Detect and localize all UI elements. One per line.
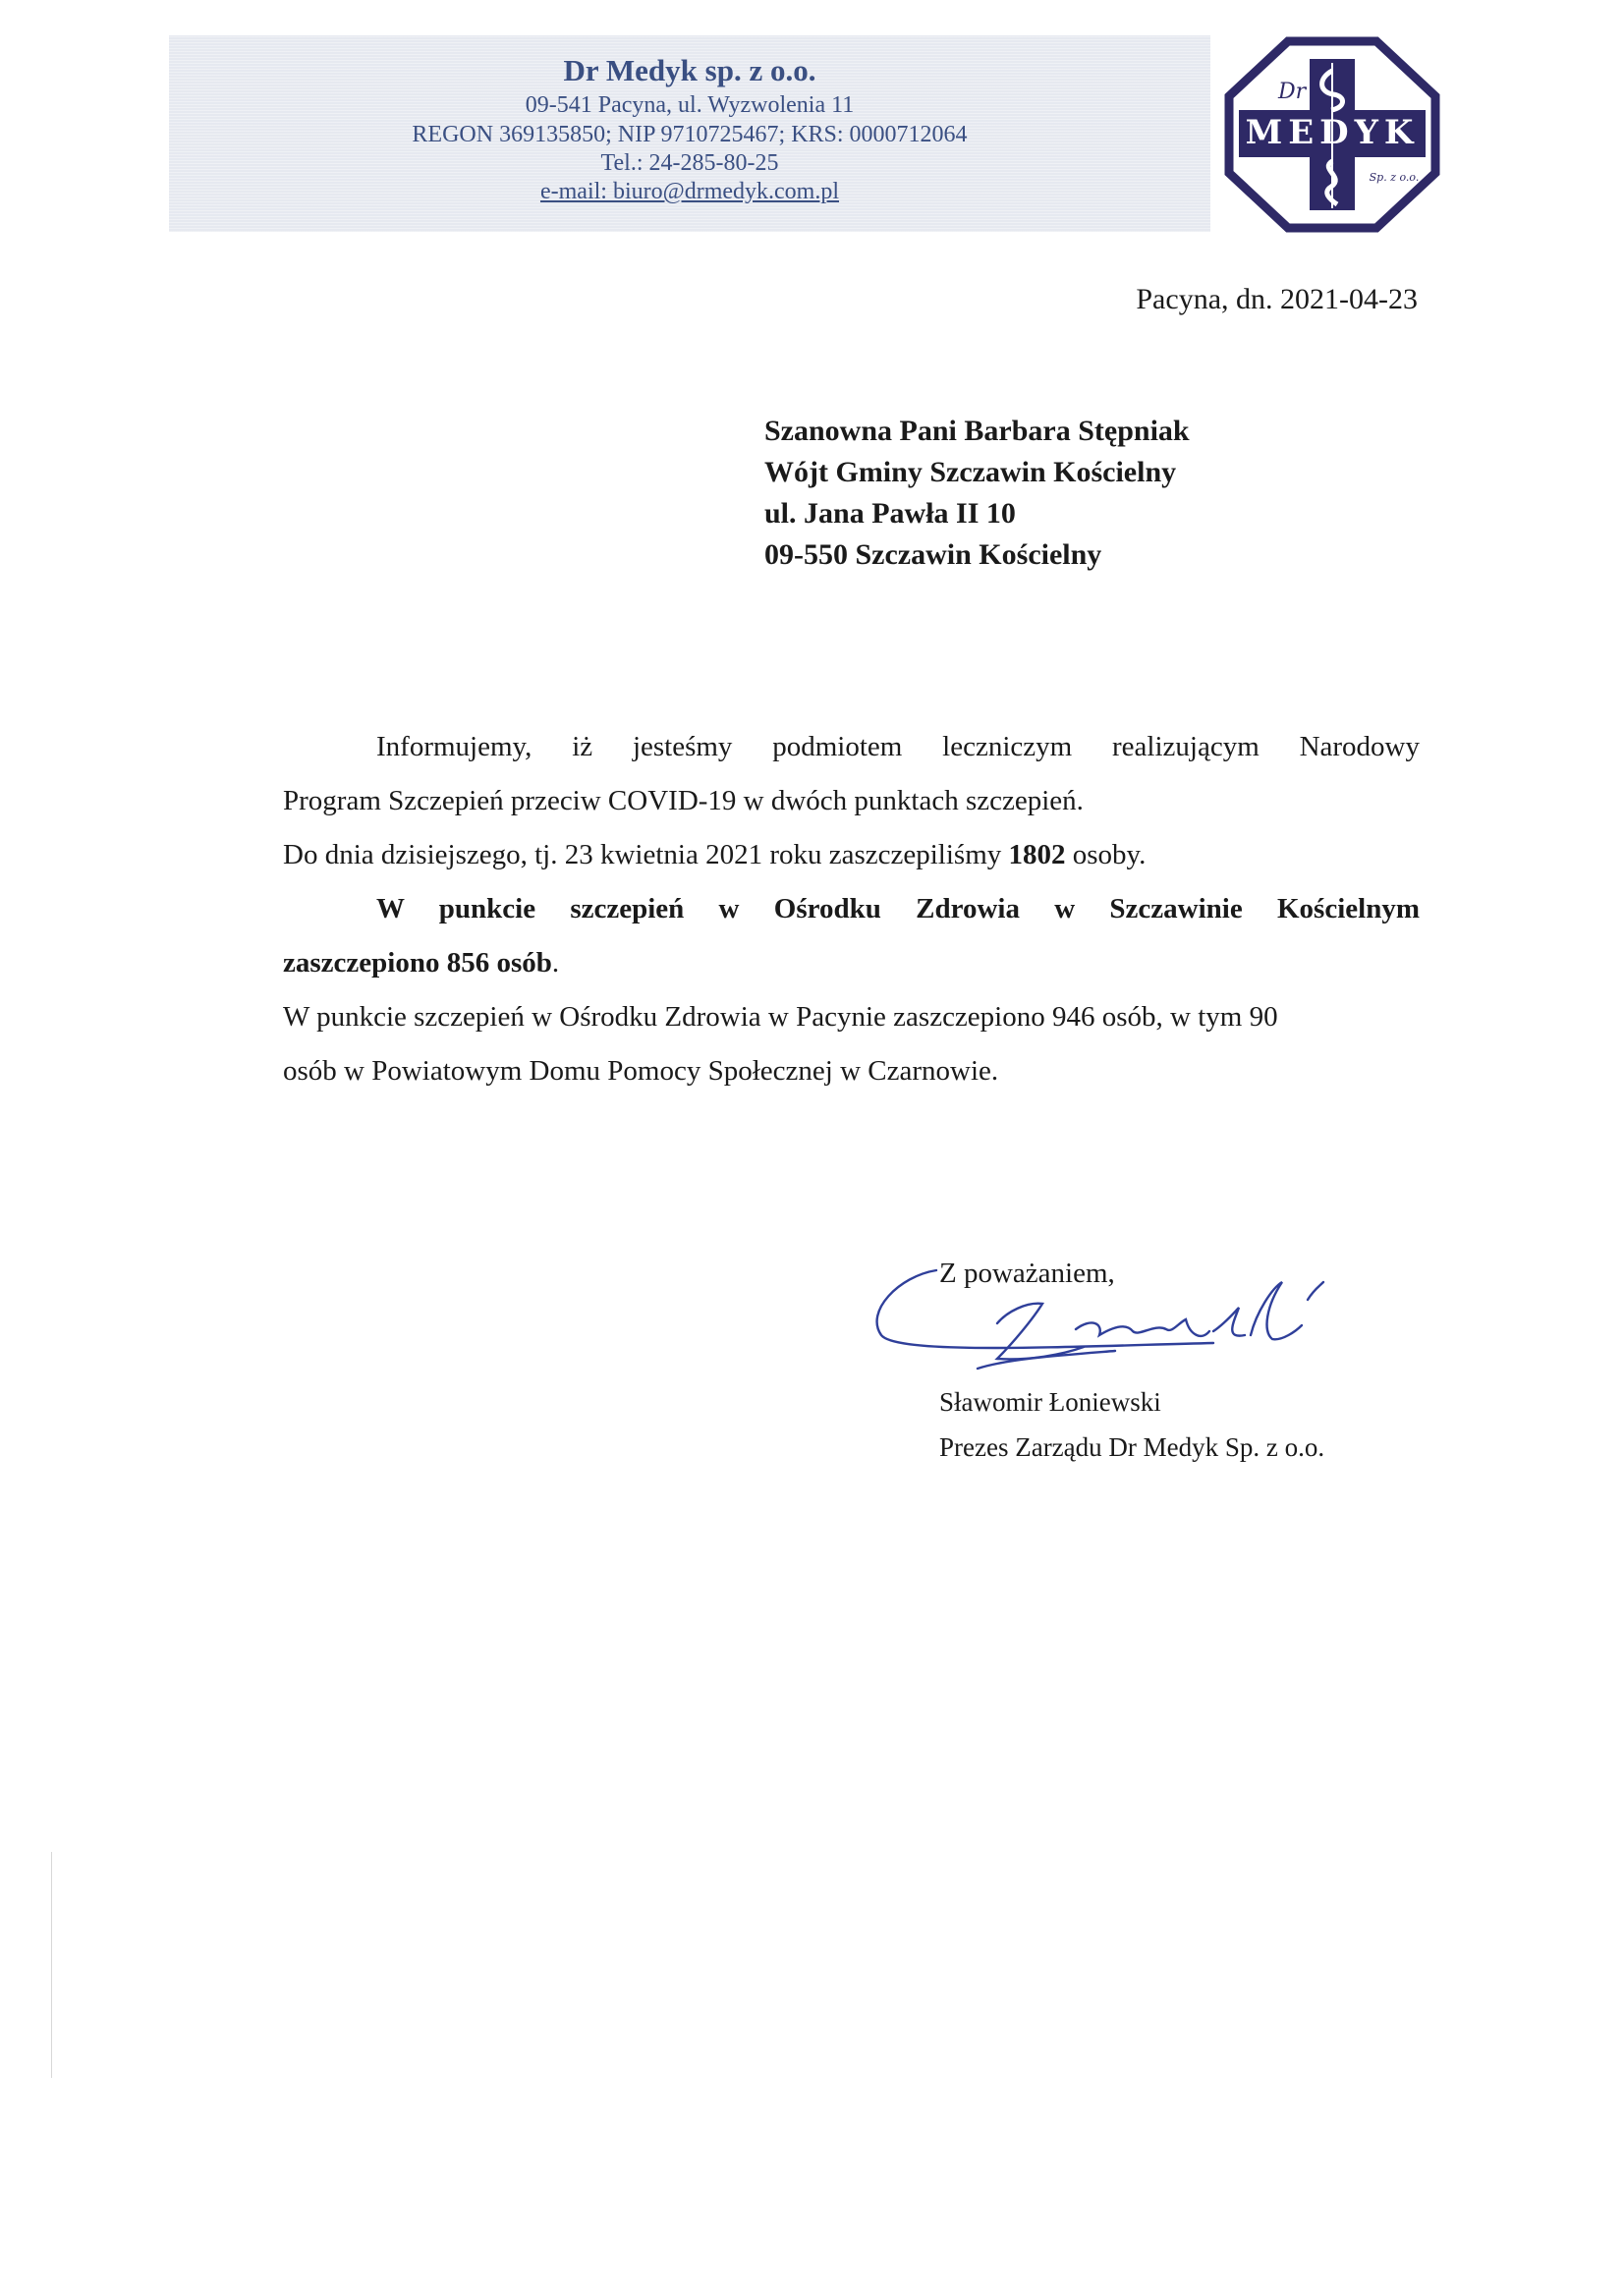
vaccinated-count: 1802 — [1008, 839, 1066, 870]
body-text-span: Do dnia dzisiejszego, tj. 23 kwietnia 2021 roku zaszczepiliśmy — [283, 839, 1009, 870]
company-email: e-mail: biuro@drmedyk.com.pl — [539, 179, 840, 204]
body-line — [283, 936, 1420, 990]
recipient-block — [764, 411, 1190, 576]
body-bold-text: W punkcie szczepień w Ośrodku Zdrowia w Szczawinie Kościelnym — [376, 893, 1420, 924]
medyk-logo-icon — [1221, 33, 1443, 236]
letter-body — [283, 720, 1420, 1098]
svg-text:Sp. z o.o.: Sp. z o.o. — [1369, 171, 1420, 184]
recipient-line: ul. Jana Pawła II 10 — [764, 497, 1016, 530]
recipient-line: Szanowna Pani Barbara Stępniak — [764, 415, 1190, 447]
signer-title: Prezes Zarządu Dr Medyk Sp. z o.o. — [939, 1432, 1325, 1462]
body-line: W punkcie szczepień w Ośrodku Zdrowia w Pacynie zaszczepiono 946 osób, w tym 90 — [283, 1001, 1278, 1033]
company-phone: Tel.: 24-285-80-25 — [600, 150, 779, 176]
company-address: 09-541 Pacyna, ul. Wyzwolenia 11 — [525, 92, 855, 118]
signer-name: Sławomir Łoniewski — [939, 1387, 1161, 1417]
body-bold-text: zaszczepiono 856 osób — [283, 947, 552, 979]
signer-block — [939, 1379, 1324, 1470]
svg-text:Dr: Dr — [1278, 80, 1307, 104]
handwritten-signature — [860, 1253, 1449, 1400]
svg-text:MEDYK: MEDYK — [1245, 113, 1420, 152]
company-registry: REGON 369135850; NIP 9710725467; KRS: 0000712064 — [412, 122, 968, 147]
body-line: osób w Powiatowym Domu Pomocy Społecznej w Czarnowie. — [283, 1055, 999, 1087]
recipient-line: 09-550 Szczawin Kościelny — [764, 538, 1102, 571]
body-text-span: osoby. — [1065, 839, 1147, 870]
letter-date: Pacyna, dn. 2021-04-23 — [1136, 283, 1418, 315]
company-name: Dr Medyk sp. z o.o. — [563, 53, 816, 87]
body-line-bold — [283, 882, 1420, 936]
scan-edge-mark — [51, 1852, 52, 2078]
letterhead — [169, 35, 1210, 232]
body-line: Program Szczepień przeciw COVID-19 w dwóch punktach szczepień. — [283, 785, 1084, 816]
body-text-span: . — [551, 947, 560, 979]
closing-salutation: Z poważaniem, — [939, 1258, 1115, 1289]
body-paragraph — [283, 828, 1420, 882]
recipient-line: Wójt Gminy Szczawin Kościelny — [764, 456, 1177, 488]
body-line: Informujemy, iż jesteśmy podmiotem leczniczym realizującym Narodowy — [376, 731, 1420, 762]
